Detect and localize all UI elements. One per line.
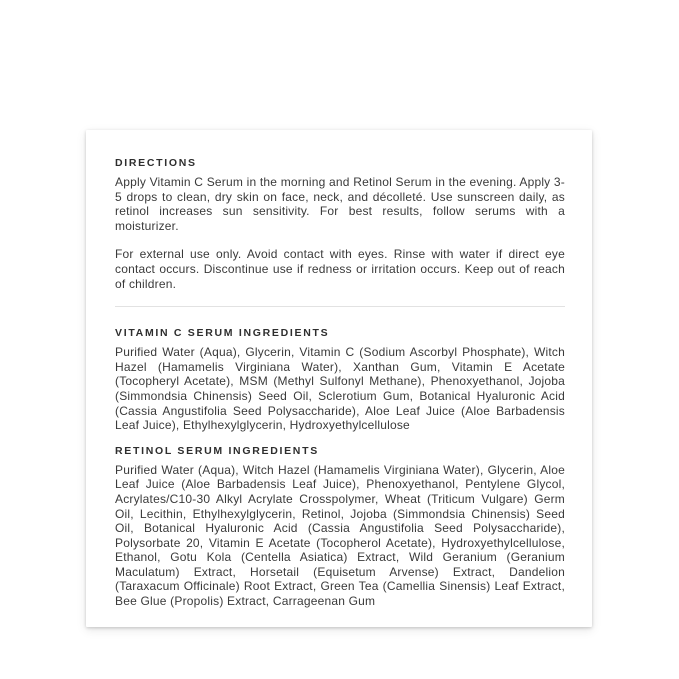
retinol-ingredients-list: Purified Water (Aqua), Witch Hazel (Hamamelis Virginiana Water), Glycerin, Aloe Leaf Juice (Aloe Barbadensis Leaf Juice), Phenoxyethanol, Pentylene Glycol, Acrylates/C10-30 Alkyl Acrylate Crosspolymer, Wheat (Triticum Vulgare) Germ Oil, Lecithin, Ethylhexylglycerin, Retinol, Jojoba (Simmondsia Chinensis) Seed Oil, Botanical Hyaluronic Acid (Cassia Angustifolia Seed Polysaccharide), Polysorbate 20, Vitamin E Acetate (Tocopherol Acetate), Hydroxyethylcellulose, Ethanol, Gotu Kola (Centella Asiatica) Extract, Wild Geranium (Geranium Maculatum) Extract, Horsetail (Equisetum Arvense) Extract, Dandelion (Taraxacum Officinale) Root Extract, Green Tea (Camellia Sinensis) Leaf Extract, Bee Glue (Propolis) Extract, Carrageenan Gum xyxy=(115,462,565,609)
directions-section xyxy=(115,157,565,291)
directions-usage-paragraph: Apply Vitamin C Serum in the morning and Retinol Serum in the evening. Apply 3-5 drops to clean, dry skin on face, neck, and décolleté. Use sunscreen daily, as retinol increases sun sensitivity. For best results, follow serums with a moisturizer. xyxy=(115,175,565,233)
section-divider xyxy=(115,306,565,307)
vitamin-c-ingredients-heading: VITAMIN C SERUM INGREDIENTS xyxy=(115,327,330,340)
retinol-ingredients-heading: RETINOL SERUM INGREDIENTS xyxy=(115,444,319,457)
product-label-card xyxy=(86,130,592,627)
vitamin-c-ingredients-section xyxy=(115,327,565,433)
retinol-ingredients-section xyxy=(115,445,565,609)
vitamin-c-ingredients-list: Purified Water (Aqua), Glycerin, Vitamin C (Sodium Ascorbyl Phosphate), Witch Hazel (Hamamelis Virginiana Water), Xanthan Gum, Vitamin E Acetate (Tocopheryl Acetate), MSM (Methyl Sulfonyl Methane), Phenoxyethanol, Jojoba (Simmondsia Chinensis) Seed Oil, Sclerotium Gum, Botanical Hyaluronic Acid (Cassia Angustifolia Seed Polysaccharide), Aloe Leaf Juice (Aloe Barbadensis Leaf Juice), Ethylhexylglycerin, Hydroxyethylcellulose xyxy=(115,345,565,433)
directions-warning-paragraph: For external use only. Avoid contact with eyes. Rinse with water if direct eye contact occurs. Discontinue use if redness or irritation occurs. Keep out of reach of children. xyxy=(115,247,565,291)
directions-heading: DIRECTIONS xyxy=(115,157,197,169)
